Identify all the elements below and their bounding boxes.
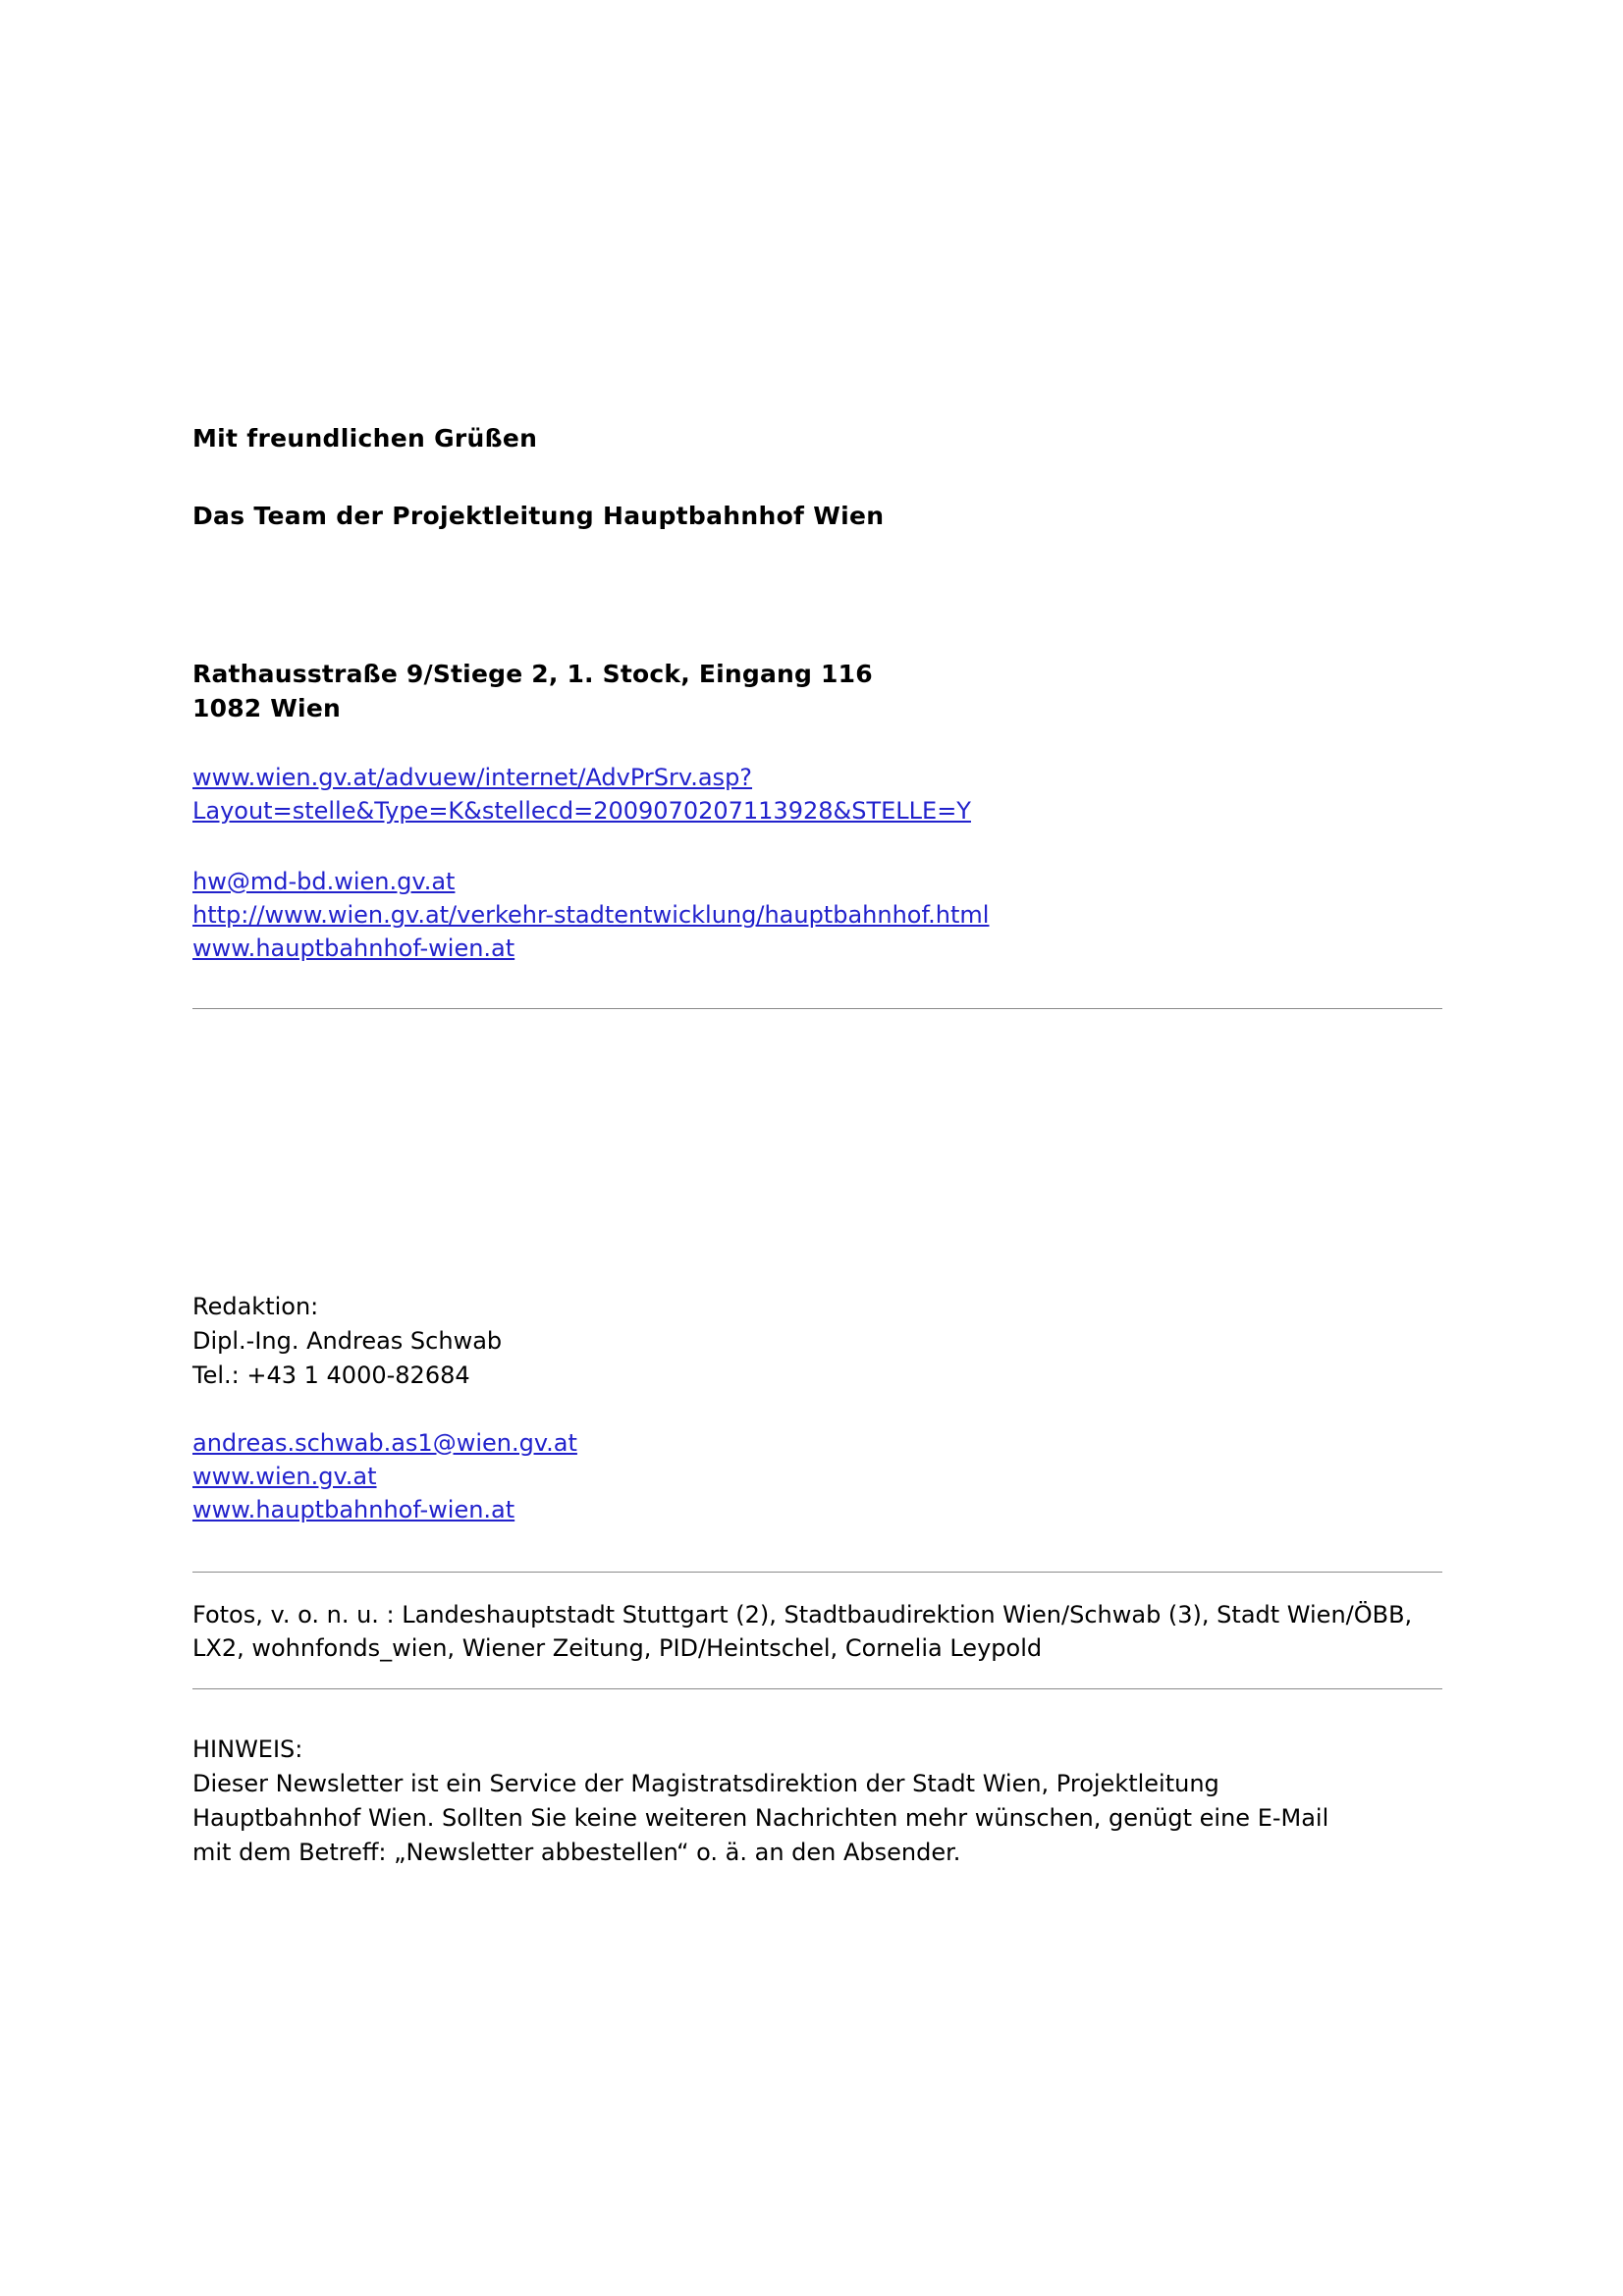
editorial-phone: Tel.: +43 1 4000-82684: [192, 1361, 470, 1389]
link-advprsrv-part2[interactable]: Layout=stelle&Type=K&stellecd=2009070207113928&STELLE=Y: [192, 797, 971, 826]
editorial-block: [192, 1290, 1449, 1392]
photo-credits: Fotos, v. o. n. u. : Landeshauptstadt Stuttgart (2), Stadtbaudirektion Wien/Schwab (3), Stadt Wien/ÖBB, LX2, wohnfonds_wien, Wiener Zeitung, PID/Heintschel, Cornelia Leypold: [192, 1601, 1413, 1663]
secondary-link-group: [192, 865, 1449, 965]
closing-team: Das Team der Projektleitung Hauptbahnhof Wien: [192, 502, 885, 530]
link-hauptbahnhof-wien[interactable]: www.hauptbahnhof-wien.at: [192, 934, 515, 963]
closing-greeting: Mit freundlichen Grüßen: [192, 424, 538, 453]
document-content: [192, 422, 1449, 1869]
link-hauptbahnhof-page[interactable]: http://www.wien.gv.at/verkehr-stadtentwicklung/hauptbahnhof.html: [192, 901, 990, 930]
link-email-schwab[interactable]: andreas.schwab.as1@wien.gv.at: [192, 1428, 577, 1457]
notice-line-3: mit dem Betreff: „Newsletter abbestellen“ o. ä. an den Absender.: [192, 1838, 961, 1866]
divider-middle: [192, 1572, 1442, 1573]
notice-line-2: Hauptbahnhof Wien. Sollten Sie keine weiteren Nachrichten mehr wünschen, genügt eine E-Mail: [192, 1803, 1329, 1832]
notice-heading: HINWEIS:: [192, 1735, 303, 1764]
address-block: [192, 658, 1449, 725]
notice-line-1: Dieser Newsletter ist ein Service der Magistratsdirektion der Stadt Wien, Projektleitung: [192, 1769, 1219, 1797]
link-email-hw[interactable]: hw@md-bd.wien.gv.at: [192, 868, 456, 896]
divider-top: [192, 1008, 1442, 1009]
link-hauptbahnhof-wien-2[interactable]: www.hauptbahnhof-wien.at: [192, 1495, 515, 1523]
link-advprsrv-part1[interactable]: www.wien.gv.at/advuew/internet/AdvPrSrv.asp?: [192, 764, 753, 791]
primary-link-group: [192, 761, 1449, 828]
address-line-1: Rathausstraße 9/Stiege 2, 1. Stock, Eingang 116: [192, 660, 873, 688]
divider-bottom: [192, 1688, 1442, 1689]
address-line-2: 1082 Wien: [192, 693, 341, 722]
editorial-label: Redaktion:: [192, 1293, 319, 1321]
link-wien-gv-at[interactable]: www.wien.gv.at: [192, 1462, 377, 1490]
editorial-name: Dipl.-Ing. Andreas Schwab: [192, 1327, 503, 1356]
editorial-link-group: [192, 1426, 1449, 1526]
notice-block: [192, 1733, 1432, 1869]
